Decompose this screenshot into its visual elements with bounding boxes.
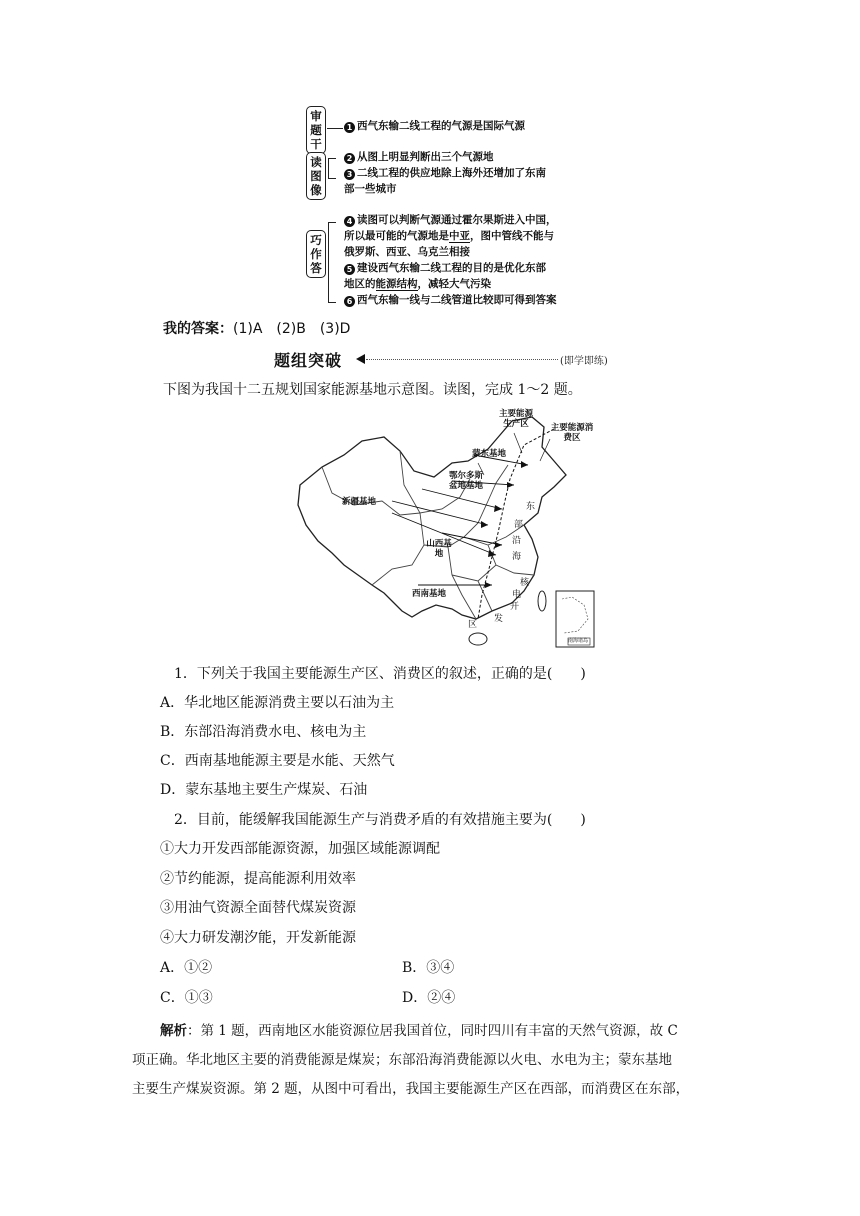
connector-line [328, 222, 336, 223]
flow-line-1 [344, 119, 525, 135]
step-number: 3 [344, 169, 355, 180]
q2-option-c: C．①③ [160, 990, 213, 1006]
flow-line-5b [344, 277, 491, 293]
step-number: 2 [344, 153, 355, 164]
label-ordos-base: 鄂尔多斯盆地基地 [448, 471, 483, 491]
flow-text: ，图中管线不能与 [470, 230, 554, 242]
flow-text: 地区的 [344, 278, 376, 290]
flow-line-2 [344, 150, 494, 166]
step-number: 1 [344, 122, 355, 133]
q1-option-b: B．东部沿海消费水电、核电为主 [160, 724, 367, 740]
bracket-line [328, 222, 329, 302]
q2-option-d: D．②④ [402, 990, 456, 1006]
step-number: 6 [344, 296, 355, 307]
flow-text: 西气东输二线工程的气源是国际气源 [357, 120, 525, 132]
q2-statement-1: ①大力开发西部能源资源，加强区域能源调配 [160, 841, 440, 857]
label-xinan-base: 西南基地 [412, 589, 447, 599]
flow-line-3 [344, 166, 546, 182]
label-shanxi-base: 山西基地 [426, 539, 452, 559]
bracket-line [328, 158, 329, 178]
q1-option-d: D．蒙东基地主要生产煤炭、石油 [160, 782, 368, 798]
underlined-keyword: 能源结构 [375, 278, 418, 290]
label-east-coast: 海 [512, 552, 522, 562]
label-inset-south-sea: 南海诸岛 [568, 638, 589, 644]
label-nuclear-zone: 核 [520, 578, 530, 588]
label-xinjiang-base: 新疆基地 [342, 497, 377, 507]
dotted-divider [366, 359, 558, 360]
flow-text: ，减轻大气污染 [417, 278, 491, 290]
q2-statement-2: ②节约能源，提高能源利用效率 [160, 871, 356, 887]
label-nuclear-zone: 发 [494, 614, 504, 624]
q2-stem: 2．目前，能缓解我国能源生产与消费矛盾的有效措施主要为( ) [174, 812, 586, 828]
q1-option-a: A．华北地区能源消费主要以石油为主 [160, 695, 395, 711]
tag-char: 干 [310, 137, 322, 151]
flow-text: 从图上明显判断出三个气源地 [357, 151, 494, 163]
analysis-line-1 [160, 1021, 678, 1041]
underlined-keyword: 中亚 [449, 230, 470, 242]
tag-char: 巧 [310, 233, 322, 247]
connector-line [327, 128, 343, 129]
flow-line-4 [344, 213, 557, 229]
step-number: 5 [344, 264, 355, 275]
arrow-left-icon [356, 354, 365, 364]
flow-text: 部一些城市 [344, 183, 397, 195]
tag-char: 审 [310, 109, 322, 123]
flow-text: 二线工程的供应地除上海外还增加了东南 [357, 167, 546, 179]
label-east-coast: 东 [526, 502, 536, 512]
flow-line-3b [344, 182, 397, 198]
analysis-text: ：第 1 题，西南地区水能资源位居我国首位，同时四川有丰富的天然气资源，故 C [187, 1023, 678, 1039]
q2-option-b: B．③④ [402, 960, 455, 976]
flow-text: 所以最可能的气源地是 [344, 230, 449, 242]
my-answer [163, 318, 350, 338]
section-note: (即学即练) [560, 356, 608, 367]
tag-shen-ti-gan [306, 106, 326, 154]
flow-line-4c [344, 245, 470, 261]
tag-char: 图 [310, 169, 322, 183]
label-nuclear-zone: 开 [510, 602, 520, 612]
analysis-flow-diagram [306, 104, 596, 309]
tag-char: 作 [310, 247, 322, 261]
tag-qiao-zuo-da [306, 230, 326, 278]
flow-line-6 [344, 293, 557, 309]
flow-text: 西气东输一线与二线管道比较即可得到答案 [357, 294, 557, 306]
label-nuclear-zone: 区 [468, 620, 478, 630]
connector-line [328, 302, 336, 303]
flow-text: 建设西气东输二线工程的目的是优化东部 [357, 262, 546, 274]
q1-option-c: C．西南基地能源主要是水能、天然气 [160, 753, 395, 769]
tag-char: 读 [310, 155, 322, 169]
energy-base-map [292, 405, 606, 655]
flow-text: 俄罗斯、西亚、乌克兰相接 [344, 246, 470, 258]
tag-du-tu-xiang [306, 152, 326, 200]
q2-statement-4: ④大力研发潮汐能，开发新能源 [160, 930, 356, 946]
analysis-line-2: 项正确。华北地区主要的消费能源是煤炭；东部沿海消费能源以火电、水电为主；蒙东基地 [132, 1052, 672, 1068]
connector-line [328, 158, 336, 159]
flow-line-4b [344, 229, 554, 245]
label-nuclear-zone: 电 [512, 590, 522, 600]
analysis-line-3: 主要生产煤炭资源。第 2 题，从图中可看出，我国主要能源生产区在西部，而消费区在东部， [132, 1081, 690, 1097]
tag-char: 题 [310, 123, 322, 137]
connector-line [328, 178, 336, 179]
flow-line-5 [344, 261, 546, 277]
answer-label: 我的答案： [163, 321, 233, 337]
q2-statement-3: ③用油气资源全面替代煤炭资源 [160, 900, 356, 916]
q2-option-a: A．①② [160, 960, 213, 976]
label-east-coast: 沿 [512, 536, 522, 546]
label-east-coast: 部 [514, 520, 524, 530]
label-mengdong-base: 蒙东基地 [472, 449, 507, 459]
flow-text: 读图可以判断气源通过霍尔果斯进入中国， [357, 214, 557, 226]
legend-production-zone: 主要能源生产区 [498, 409, 533, 429]
legend-consumption-zone: 主要能源消费区 [550, 423, 594, 443]
tag-char: 答 [310, 261, 322, 275]
question-intro: 下图为我国十二五规划国家能源基地示意图。读图，完成 1～2 题。 [163, 382, 582, 398]
q1-stem: 1．下列关于我国主要能源生产区、消费区的叙述，正确的是( ) [174, 666, 586, 682]
tag-char: 像 [310, 183, 322, 197]
section-title: 题组突破 [274, 351, 343, 370]
analysis-label: 解析 [160, 1023, 187, 1039]
step-number: 4 [344, 216, 355, 227]
answer-value: (1)A (2)B (3)D [233, 321, 351, 337]
